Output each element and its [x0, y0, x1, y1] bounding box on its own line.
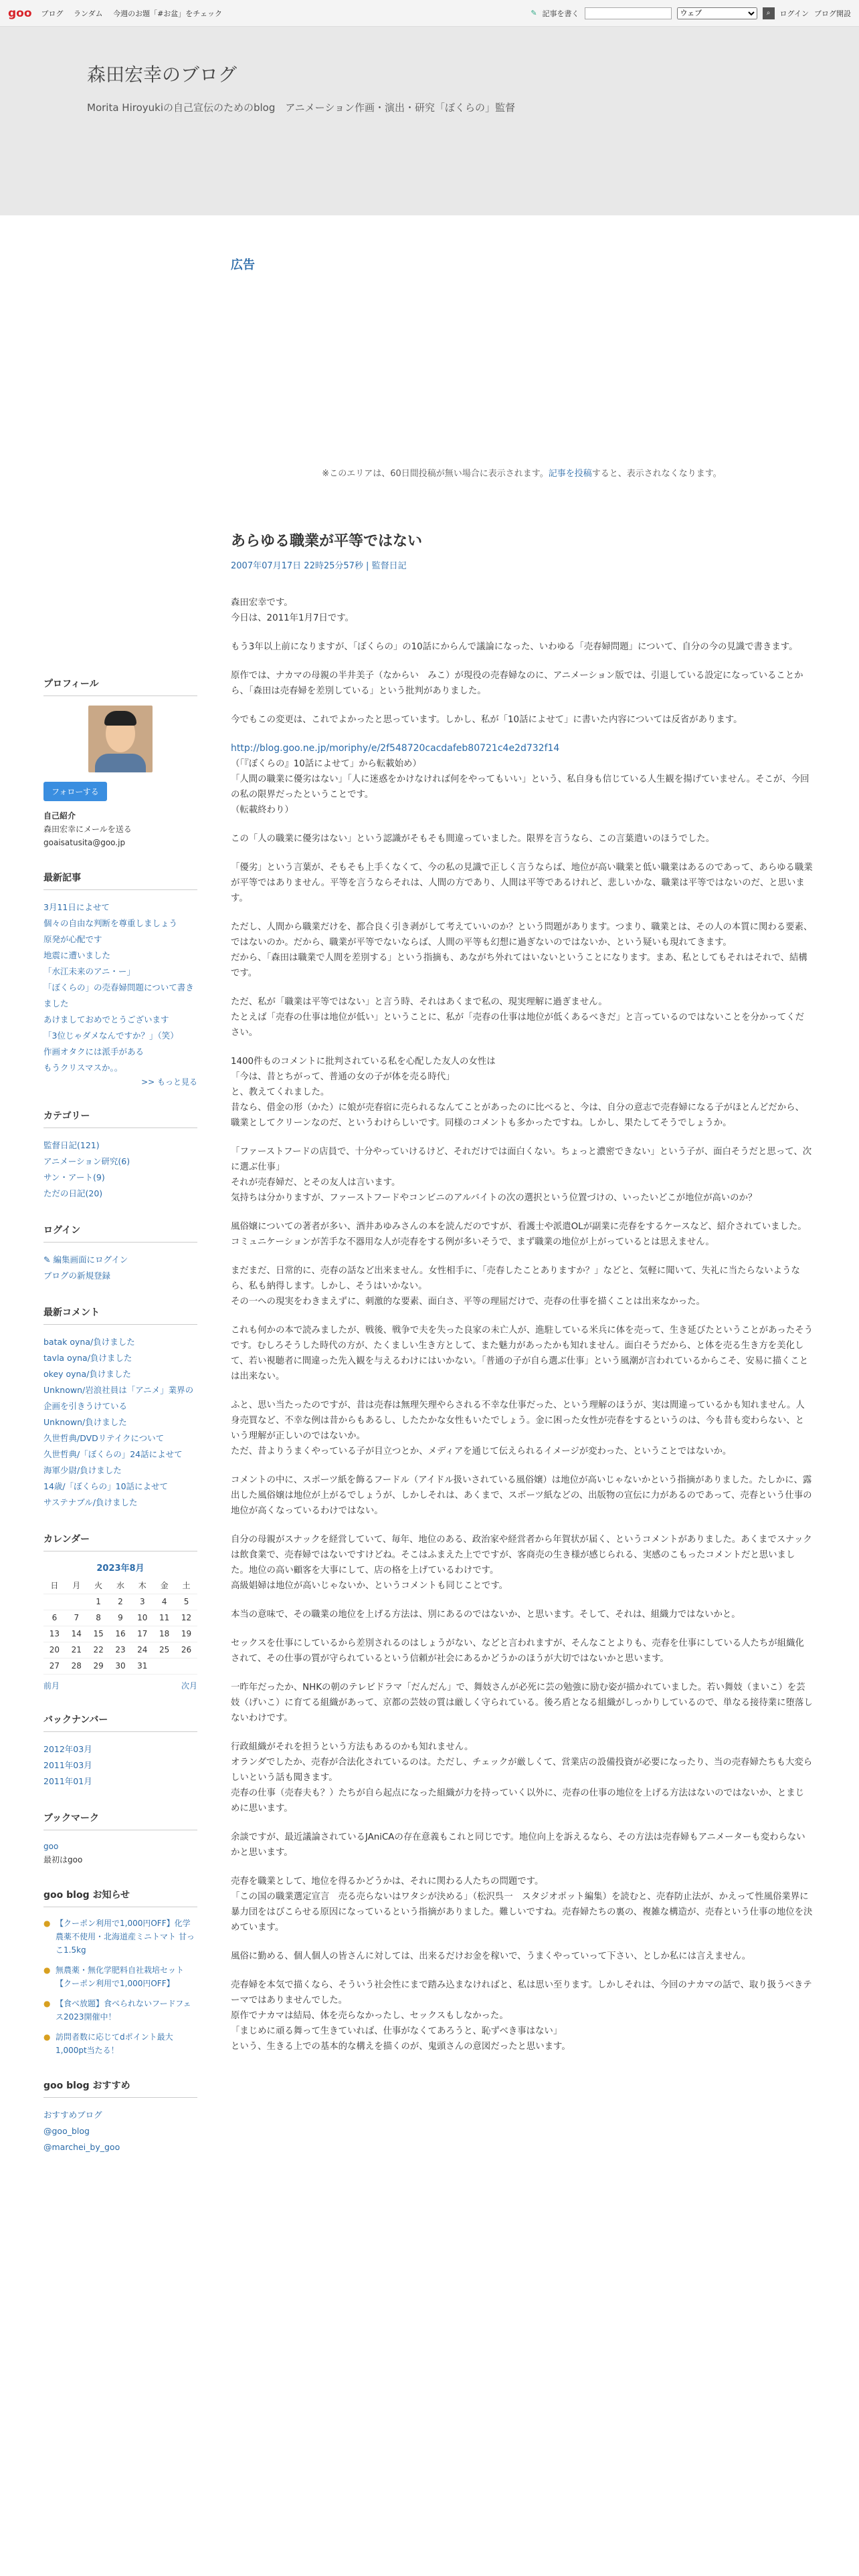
calendar-heading: カレンダー: [43, 1532, 197, 1551]
bullet-icon: ●: [43, 1965, 51, 1975]
profile-section: [43, 677, 197, 849]
article-body-rest: [231, 756, 813, 2054]
calendar-table: [43, 1578, 197, 1675]
calendar-day: 4: [153, 1594, 175, 1610]
calendar-weekday: 日: [43, 1578, 66, 1594]
edit-login-label: 編集画面にログイン: [53, 1255, 128, 1265]
backnumber-link[interactable]: 2012年03月: [43, 1743, 92, 1754]
recent-article-link[interactable]: 「3位じゃダメなんですか？」（笑）: [43, 1031, 179, 1041]
nav-random[interactable]: ランダム: [74, 9, 103, 18]
news-item[interactable]: [43, 1917, 197, 1957]
category-link[interactable]: サン・アート(9): [43, 1172, 105, 1182]
ad-note-after: すると、表示されなくなります。: [591, 469, 722, 479]
paragraph: （「『ぼくらの』10話によせて」から転載始め） 「人間の職業に優劣はない」「人に迷惑をかけなければ何をやってもいい」という、私自身も信じている人生観を揚げていません。そこが、今回の私の限界だったということです。 （転載終わり）: [231, 759, 809, 815]
paragraph: 本当の意味で、その職業の地位を上げる方法は、別にあるのではないか、と思います。そして、それは、組織力ではないかと。: [231, 1610, 741, 1620]
more-link[interactable]: >> もっと見る: [141, 1077, 197, 1087]
comment-link[interactable]: 14歳/「ぼくらの」10話によせて: [43, 1481, 169, 1491]
article: [231, 530, 813, 2068]
backnumber-list: [43, 1741, 197, 1790]
paragraph: 1400件ものコメントに批判されている私を心配した友人の女性は 「今は、昔とちがって、普通の女の子が体を売る時代」 と、教えてくれました。 昔なら、借金の形（かた）に娘が売春宿に売られるなんてことがあったのに比べると、今は、自分の意志で売春婦になる子がほとんどだから、職業としてクリーンなのだ、というわけらしいです。同様のコメントも多かったですね。しかし、果たしてそうでしょうか。: [231, 1057, 804, 1128]
login-link[interactable]: ログイン: [779, 9, 809, 18]
paragraph: 森田宏幸です。 今日は、2011年1月7日です。: [231, 598, 354, 623]
comments-section: [43, 1305, 197, 1511]
news-item-text: 無農薬・無化学肥料自社栽培セット【クーポン利用で1,000円OFF】: [56, 1965, 185, 1988]
ad-note: [231, 466, 813, 479]
bullet-icon: ●: [43, 1918, 51, 1928]
paragraph: 売春を職業として、地位を得るかどうかは、それに関わる人たちの問題です。 「この国の職業選定宣言 売る売らないはワタシが決める」（松沢呉一 スタジオポット編集）を読むと、売春防止法が、かえって性風俗業界に暴力団をはびこらせる原因になっているという指摘がありました。難しいですね。売春婦たちの裏の、複雑な構造が、売春という仕事の地位を決めています。: [231, 1876, 813, 1933]
search-scope-select[interactable]: [677, 7, 757, 19]
ad-note-before: ※このエリアは、60日間投稿が無い場合に表示されます。: [322, 469, 549, 479]
edit-login-link[interactable]: [43, 1252, 197, 1268]
calendar-day: [175, 1658, 197, 1674]
blog-header: [0, 27, 859, 215]
calendar-day: [153, 1658, 175, 1674]
comment-link[interactable]: 久世哲典/DVDリテイクについて: [43, 1433, 165, 1443]
calendar-day: 26: [175, 1642, 197, 1658]
news-heading: goo blog お知らせ: [43, 1888, 197, 1907]
recent-article-link[interactable]: 原発が心配です: [43, 934, 102, 944]
paragraph: ふと、思い当たったのですが、昔は売春は無理矢理やらされる不幸な仕事だった、という理解のほうが、実は間違っているかも知れません。人身売買など、不幸な例は昔からもあるし、したたかな女性もいたでしょう。金に困った女性が売春をするというのは、今も昔も変わらない、という理解が正しいのではないか。 ただ、昔よりうまくやっている子が目立つとか、メディアを通じて伝えられるイメージが変わった、ということではないか。: [231, 1400, 805, 1457]
nav-theme[interactable]: 今週のお題「#お盆」をチェック: [113, 9, 222, 18]
calendar-day: 1: [88, 1594, 110, 1610]
intro-line: 森田宏幸にメールを送る: [43, 825, 132, 834]
recommend-heading: goo blog おすすめ: [43, 2078, 197, 2098]
calendar-day: [43, 1594, 66, 1610]
paragraph: 風俗嬢についての著者が多い、酒井あゆみさんの本を読んだのですが、看護士や派遣OLが副業に売春をするケースなど、紹介されていました。コミュニケーションが苦手な不器用な人が売春をする例が多いそうで、まず職業の地位が上がっているとは思えません。: [231, 1222, 807, 1247]
recent-article-link[interactable]: 「ぼくらの」の売春婦問題について書きました: [43, 982, 194, 1008]
news-list: [43, 1917, 197, 2057]
recent-article-link[interactable]: 個々の自由な判断を尊重しましょう: [43, 918, 178, 928]
pencil-icon: ✎: [531, 9, 537, 17]
search-input[interactable]: [585, 7, 672, 19]
comment-link[interactable]: Unknown/岩浪社員は「アニメ」業界の企画を引きうけている: [43, 1385, 194, 1411]
intro-email: goaisatusita@goo.jp: [43, 838, 126, 847]
recommend-link[interactable]: @goo_blog: [43, 2125, 90, 2136]
recommend-link[interactable]: @marchei_by_goo: [43, 2141, 120, 2152]
calendar-day: 14: [66, 1626, 88, 1642]
paragraph: 原作では、ナカマの母親の半井美子（なからい みこ）が現役の売春婦なのに、アニメーション版では、引退している設定になっていることから、「森田は売春婦を差別している」という批判がありました。: [231, 671, 803, 696]
nav-blog[interactable]: ブログ: [41, 9, 64, 18]
calendar-weekday: 月: [66, 1578, 88, 1594]
intro-label: 自己紹介: [43, 811, 76, 821]
post-article-link[interactable]: 記事を投稿: [548, 469, 592, 479]
article-body: [231, 595, 813, 2054]
category-heading: カテゴリー: [43, 1109, 197, 1128]
news-item[interactable]: [43, 1997, 197, 2024]
calendar-day: 5: [175, 1594, 197, 1610]
article-link[interactable]: http://blog.goo.ne.jp/moriphy/e/2f548720cacdafeb80721c4e2d732f14: [231, 743, 560, 754]
news-item-text: 訪問者数に応じてdポイント最大1,000pt当たる！: [56, 2032, 173, 2055]
login-heading: ログイン: [43, 1223, 197, 1243]
calendar-day: 22: [88, 1642, 110, 1658]
calendar-day: 2: [110, 1594, 132, 1610]
calendar-weekday: 金: [153, 1578, 175, 1594]
paragraph: 余談ですが、最近議論されているJAniCAの存在意義もこれと同じです。地位向上を訴えるなら、その方法は売春婦もアニメーターも変わらないかと思います。: [231, 1832, 805, 1858]
goo-topbar: [0, 0, 859, 27]
search-button[interactable]: ⌕: [763, 7, 775, 19]
paragraph: セックスを仕事にしているから差別されるのはしょうがない、などと言われますが、そんなことよりも、売春を仕事にしている人たちが組織化されて、その仕事の質が守られているという信頼が社会にあるかどうかのほうが大切ではないかと思います。: [231, 1638, 804, 1664]
recent-heading: 最新記事: [43, 871, 197, 890]
category-link[interactable]: アニメーション研究(6): [43, 1156, 130, 1166]
calendar-weekday: 火: [88, 1578, 110, 1594]
backnumber-link[interactable]: 2011年01月: [43, 1776, 92, 1786]
calendar-day: 25: [153, 1642, 175, 1658]
paragraph: 「優劣」という言葉が、そもそも上手くなくて、今の私の見識で正しく言うならば、地位が高い職業と低い職業はあるのであって、あらゆる職業が平等ではありません。平等を言うならそれは、人間の方であり、人間は平等であるけれど、悲しいかな、職業は平等ではないのだ、と思います。: [231, 863, 813, 903]
calendar-day: 17: [131, 1626, 153, 1642]
goo-logo[interactable]: goo: [8, 6, 32, 20]
comment-link[interactable]: tavla oyna/負けました: [43, 1353, 132, 1363]
pencil-icon: ✎: [43, 1255, 54, 1265]
category-link[interactable]: 監督日記(121): [43, 1140, 100, 1150]
category-link[interactable]: ただの日記(20): [43, 1188, 103, 1198]
paragraph: 自分の母親がスナックを経営していて、毎年、地位のある、政治家や経営者から年賀状が届く、というコメントがありました。あくまでスナックは飲食業で、売春婦ではないですけどね。そこはふまえた上でですが、客商売の生き様が感じられる、実感のこもったコメントだと思いました。地位の高い顧客を大事にして、店の格を上げているわけです。 高級娼婦は地位が高いじゃないか、というコメントも同じことです。: [231, 1535, 812, 1591]
ad-heading: 広告: [231, 258, 255, 272]
comment-link[interactable]: サステナブル/負けました: [43, 1497, 138, 1507]
calendar-day: 24: [131, 1642, 153, 1658]
write-article-link[interactable]: 記事を書く: [542, 9, 579, 18]
calendar-day: 16: [110, 1626, 132, 1642]
recent-list: [43, 899, 197, 1076]
calendar-day: 20: [43, 1642, 66, 1658]
calendar-day: 21: [66, 1642, 88, 1658]
bookmark-desc: 最初はgoo: [43, 1854, 83, 1864]
calendar-day: 6: [43, 1610, 66, 1626]
bullet-icon: ●: [43, 1998, 51, 2008]
paragraph: 「ファーストフードの店員で、十分やっていけるけど、それだけでは面白くない。ちょっと濃密できない」という子が、面白そうだと思って、次に選ぶ仕事」 それが売春婦だ、とその友人は言います。 気持ちは分かりますが、ファーストフードやコンビニのアルバイトの次の選択という位置づけの、いったいどこが地位が高いのか？: [231, 1147, 812, 1203]
comments-heading: 最新コメント: [43, 1305, 197, 1325]
comments-list: [43, 1334, 197, 1511]
calendar-weekday: 水: [110, 1578, 132, 1594]
recommend-link[interactable]: おすすめブログ: [43, 2109, 102, 2120]
news-item-text: 【クーポン利用で1,000円OFF】化学農薬不使用・北海道産ミニトマト 甘っこ1.5kg: [56, 1918, 195, 1955]
bookmark-goo-link[interactable]: goo: [43, 1841, 59, 1851]
paragraph: この「人の職業に優劣はない」という認識がそもそも間違っていました。限界を言うなら、この言葉遣いのほうでした。: [231, 834, 715, 844]
news-section: [43, 1888, 197, 2057]
blog-title[interactable]: 森田宏幸のブログ: [87, 64, 237, 86]
recent-article-link[interactable]: 地震に遭いました: [43, 950, 111, 960]
paragraph: 風俗に勤める、個人個人の皆さんに対しては、出来るだけお金を稼いで、うまくやっていって下さい、としか私には言えません。: [231, 1951, 751, 1961]
comment-link[interactable]: 海軍少尉/負けました: [43, 1465, 122, 1475]
paragraph: ただ、私が「職業は平等ではない」と言う時、それはあくまで私の、現実理解に過ぎません。 たとえば「売春の仕事は地位が低い」ということに、私が「売春の仕事は地位が低くあるべきだ」と言っているのではないことを分かってください。: [231, 997, 804, 1038]
calendar-day: 29: [88, 1658, 110, 1674]
bookmark-heading: ブックマーク: [43, 1811, 197, 1830]
sidebar: [43, 677, 197, 2177]
paragraph: コメントの中に、スポーツ紙を飾るフードル（アイドル扱いされている風俗嬢）は地位が高いじゃないかという指摘がありました。たしかに、露出した風俗嬢は地位が上がるでしょうが、しかしそれは、あくまで、スポーツ紙などの、出版物の宣伝に力があるのであって、売春という仕事の地位が高くなっているわけではない。: [231, 1475, 812, 1516]
calendar-day: 9: [110, 1610, 132, 1626]
calendar-weekday: 土: [175, 1578, 197, 1594]
paragraph: 売春婦を本気で描くなら、そういう社会性にまで踏み込まなければと、私は思い至ります。しかしそれは、今回のナカマの話で、取り扱うべきテーマではありませんでした。 原作でナカマは結局、体を売らなかったし、セックスもしなかった。 「まじめに頑る舞って生きていれば、仕事がなくてあろうと、恥ずべき事はない」 という、生きる上での基本的な構えを描くのが、鬼頭さんの意図だったと思います。: [231, 1980, 812, 2052]
comment-link[interactable]: 久世哲典/「ぼくらの」24話によせて: [43, 1449, 183, 1459]
calendar-day: 13: [43, 1626, 66, 1642]
calendar-day: 3: [131, 1594, 153, 1610]
bookmark-section: [43, 1811, 197, 1866]
paragraph: もう3年以上前になりますが、「ぼくらの」の10話にからんで議論になった、いわゆる「売春婦問題」について、自分の今の見識で書きます。: [231, 642, 798, 652]
blog-open-link[interactable]: ブログ開設: [814, 9, 851, 18]
calendar-day: 15: [88, 1626, 110, 1642]
blog-subtitle: Morita Hiroyukiの自己宣伝のためのblog アニメーション作画・演出・研究「ぼくらの」監督: [87, 102, 516, 114]
paragraph: ただし、人間から職業だけを、都合良く引き剥がして考えていいのか？という問題があります。つまり、職業とは、その人の本質に関わる要素、ではないのか。だから、職業が平等でないならば、人間の平等も幻想に過ぎないのではないか、という疑いも現れてきます。 だから、「森田は職業で人間を差別する」という指摘も、あながち外れてはいないということになります。まあ、私としてもそれはそれで、結構です。: [231, 922, 813, 978]
paragraph: まだまだ、日常的に、売春の話など出来ません。女性相手に、「売春したことありますか？」などと、気軽に聞いて、失礼に当たらないようなら、私も納得します。しかし、そうはいかない。 その一への現実をわきまえずに、刺激的な要素、面白さ、平等の理屈だけで、売春の仕事を描くことは出来なかった。: [231, 1266, 800, 1307]
calendar-weekday: 木: [131, 1578, 153, 1594]
article-meta[interactable]: 2007年07月17日 22時25分57秒 | 監督日記: [231, 561, 407, 571]
next-month-link[interactable]: 次月: [181, 1681, 197, 1691]
news-item-text: 【食べ放題】食べられないフードフェス2023開催中！: [56, 1998, 191, 2022]
recommend-list: [43, 2107, 197, 2155]
calendar-day: 19: [175, 1626, 197, 1642]
recent-article-link[interactable]: あけましておめでとうございます: [43, 1014, 169, 1025]
avatar: [88, 706, 153, 772]
calendar-day: 7: [66, 1610, 88, 1626]
comment-link[interactable]: okey oyna/負けました: [43, 1369, 131, 1379]
calendar-day: 31: [131, 1658, 153, 1674]
backnumber-section: [43, 1713, 197, 1790]
calendar-day: 27: [43, 1658, 66, 1674]
topbar-nav: [41, 8, 230, 19]
calendar-day: 23: [110, 1642, 132, 1658]
recent-article-link[interactable]: 3月11日によせて: [43, 902, 110, 912]
article-title[interactable]: あらゆる職業が平等ではない: [231, 533, 423, 550]
news-item[interactable]: [43, 2030, 197, 2057]
profile-heading: プロフィール: [43, 677, 197, 696]
paragraph: 行政組織がそれを担うという方法もあるのかも知れません。 オランダでしたか、売春が合法化されているのは。ただし、チェックが厳しくて、営業店の設備投資が必要になったり、当の売春婦たちも大変らしいという話も聞きます。 売春の仕事（売春夫も？）たちが自ら起点になった組織が力を持っていく以外に、売春の仕事の地位を上げる方法はないのではないか、とまじめに思います。: [231, 1742, 813, 1814]
backnumber-link[interactable]: 2011年03月: [43, 1759, 92, 1770]
category-section: [43, 1109, 197, 1202]
recent-article-link[interactable]: 作画オタクには派手がある: [43, 1047, 145, 1057]
paragraph: これも何かの本で読みましたが、戦後、戦争で夫を失った良家の未亡人が、進駐している米兵に体を売って、生き延びたということがあったそうです。むしろそうした時代の方が、たくましい生き方として、また魅力があったかも知れません。面白そうだから、と体を売る生き方を美化して、若い視聴者に間違った先入観を与えるわけにはいかない。「普通の子が自ら選ぶ仕事」という風潮が言われているからこそ、安易に描くことは出来ない。: [231, 1325, 813, 1382]
calendar-day: 8: [88, 1610, 110, 1626]
follow-button[interactable]: フォローする: [43, 782, 107, 801]
calendar-day: 18: [153, 1626, 175, 1642]
calendar-month[interactable]: 2023年8月: [96, 1564, 145, 1574]
paragraph: 今でもこの変更は、これでよかったと思っています。しかし、私が「10話によせて」に書いた内容については反省があります。: [231, 715, 743, 725]
login-section: [43, 1223, 197, 1284]
recent-section: [43, 871, 197, 1087]
news-item[interactable]: [43, 1963, 197, 1990]
calendar-section: [43, 1532, 197, 1691]
recent-article-link[interactable]: 「水江未来のアニ・ー」: [43, 966, 135, 976]
new-blog-link[interactable]: ブログの新規登録: [43, 1271, 111, 1281]
recent-article-link[interactable]: もうクリスマスか。。: [43, 1063, 123, 1073]
paragraph: 一昨年だったか、NHKの朝のテレビドラマ「だんだん」で、舞妓さんが必死に芸の勉強に励む姿が描かれていました。若い舞妓（まいこ）を芸妓（げいこ）に育てる組織があって、京都の芸妓の質は厳しく守られている。後ろ盾となる組織がしっかりしているので、単なる接待業に堕落しないわけです。: [231, 1683, 813, 1723]
calendar-day: [66, 1594, 88, 1610]
comment-link[interactable]: Unknown/負けました: [43, 1417, 127, 1427]
prev-month-link[interactable]: 前月: [43, 1681, 60, 1691]
comment-link[interactable]: batak oyna/負けました: [43, 1337, 135, 1347]
recommend-section: [43, 2078, 197, 2155]
bullet-icon: ●: [43, 2032, 51, 2042]
category-list: [43, 1138, 197, 1202]
calendar-day: 11: [153, 1610, 175, 1626]
backnumber-heading: バックナンバー: [43, 1713, 197, 1732]
calendar-day: 10: [131, 1610, 153, 1626]
calendar-day: 12: [175, 1610, 197, 1626]
calendar-day: 28: [66, 1658, 88, 1674]
calendar-day: 30: [110, 1658, 132, 1674]
